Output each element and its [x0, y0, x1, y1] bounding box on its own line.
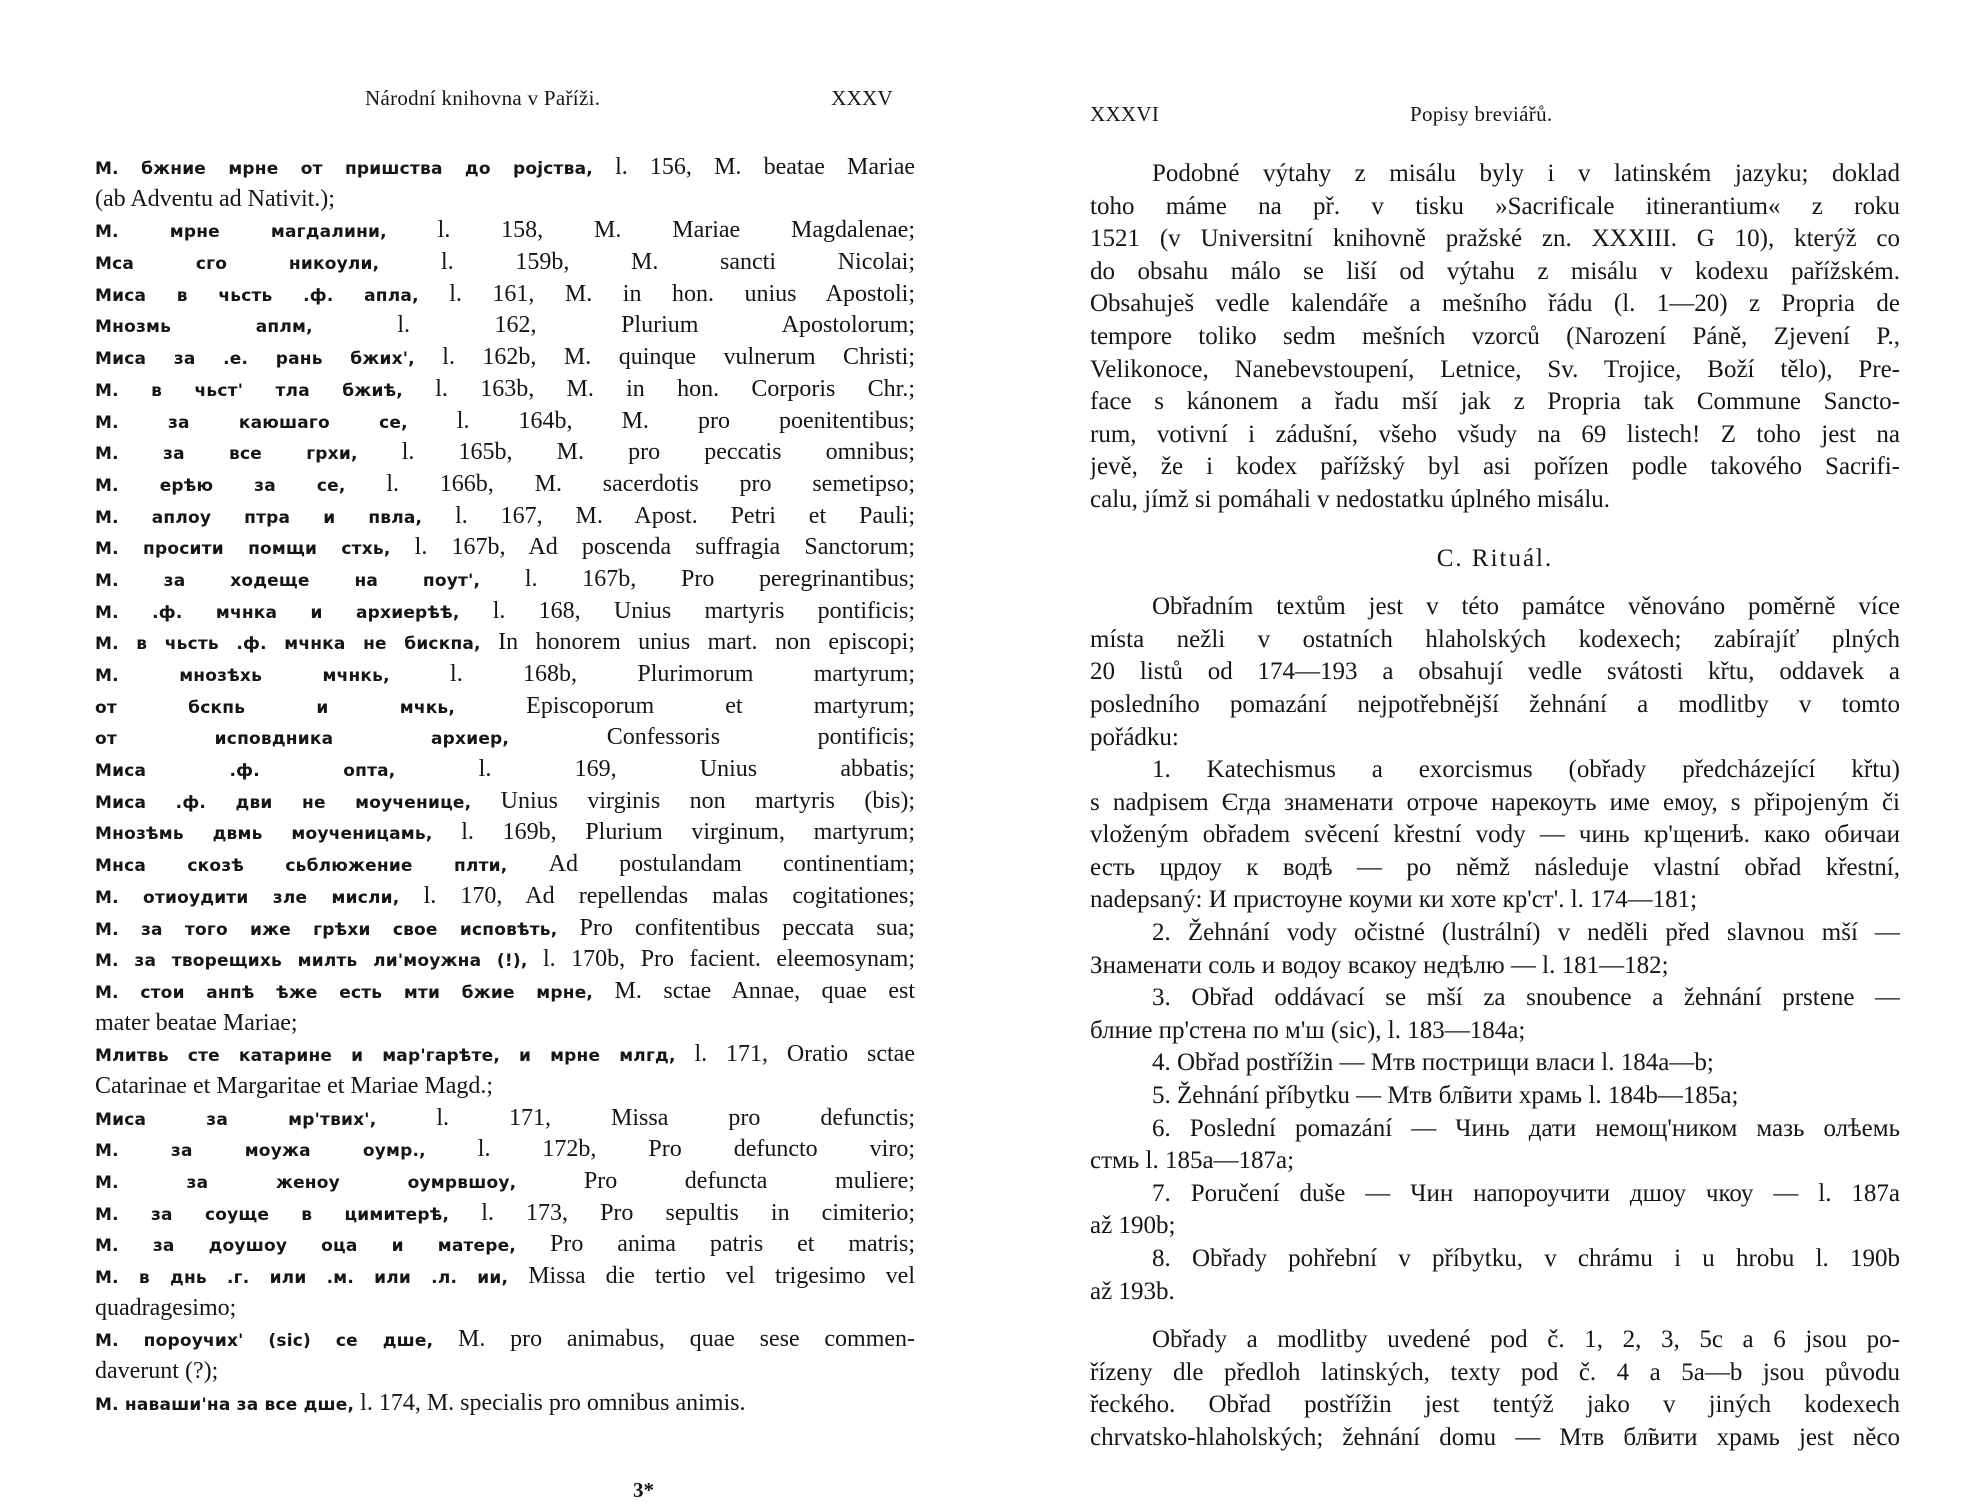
slavonic-incipit: М. бжние мрне от пришства до ројства, [95, 159, 593, 179]
latin-title: l. 163b, M. in hon. Corporis Chr.; [402, 375, 915, 402]
slavonic-incipit: М. за творещихь милть ли'моужна (!), [95, 951, 528, 972]
catalogue-line [95, 754, 915, 786]
latin-title: Missa die tertio vel trigesimo vel [508, 1263, 915, 1290]
catalogue-line [95, 406, 915, 438]
left-page [95, 0, 915, 1500]
catalogue-line [95, 1261, 915, 1293]
right-body-text [1090, 158, 1900, 1455]
right-running-head [1090, 86, 1900, 126]
slavonic-incipit: Миса за .е. рань бжих', [95, 349, 415, 370]
slavonic-incipit: М. отиоудити зле мисли, [95, 887, 400, 908]
paragraph-line: řeckého. Obřad postřížin jest tentýž jako v jiných kodexech [1090, 1391, 1900, 1419]
right-page [1090, 0, 1900, 1500]
list-item-line: стмь l. 185a—187a; [1090, 1147, 1295, 1175]
latin-title: l. 170b, Pro facient. eleemosynam; [527, 946, 915, 973]
catalogue-line [95, 152, 915, 184]
catalogue-line [95, 627, 915, 659]
catalogue-line [95, 1008, 915, 1040]
slavonic-incipit: Мса сго никоули, [95, 254, 380, 275]
paragraph-line: tempore toliko sedm mešních vzorců (Narození Páně, Zjevení P., [1090, 322, 1900, 350]
catalogue-line [95, 1166, 915, 1198]
slavonic-incipit: Миса за мр'твих', [95, 1109, 377, 1130]
latin-title: l. 172b, Pro defuncto viro; [425, 1136, 915, 1163]
slavonic-incipit: М. мнозѣхь мчнкь, [95, 666, 390, 686]
latin-title: l. 166b, M. sacerdotis pro semetipso; [345, 470, 915, 497]
latin-title: l. 171, Missa pro defunctis; [376, 1104, 915, 1131]
catalogue-line [95, 501, 915, 533]
list-item-line: 3. Obřad oddávací se mší za snoubence a žehnání prstene — [1152, 984, 1900, 1012]
list-item-line: nadepsaný: И пристоуне коуми ки хоте кр'ст'. l. 174—181; [1090, 886, 1698, 914]
slavonic-incipit: Мнозѣмь двмь моученицамь, [95, 824, 433, 845]
latin-title: l. 171, Oratio sctae [675, 1041, 915, 1068]
catalogue-line [95, 342, 915, 374]
catalogue-line [95, 1356, 915, 1388]
paragraph-line: toho máme na př. v tisku »Sacrificale itinerantium« z roku [1090, 192, 1900, 220]
list-item-line: 5. Žehnání příbytku — Мтв бл̃вити храмь l. 184b—185a; [1152, 1082, 1739, 1110]
latin-title: l. 167, M. Apost. Petri et Pauli; [422, 502, 915, 529]
slavonic-incipit: Млитвь сте катарине и мар'гарѣте, и мрне млгд, [95, 1046, 676, 1067]
slavonic-incipit: М. за все грхи, [95, 444, 358, 465]
list-item-line: vloženým obřadem svěcení křestní vody — чинь кр'щениѣ. како обичаи [1090, 821, 1900, 849]
catalogue-line [95, 310, 915, 342]
paragraph-line: Obřadním textům jest v této památce věnováno poměrně více [1152, 593, 1900, 621]
latin-title: l. 165b, M. pro peccatis omnibus; [357, 439, 915, 466]
paragraph-line: Velikonoce, Nanebevstoupení, Letnice, Sv. Trojice, Boží tělo), Pre- [1090, 355, 1900, 383]
latin-title: l. 164b, M. pro poenitentibus; [407, 407, 915, 434]
latin-title: Pro anima patris et matris; [516, 1231, 915, 1258]
folio-mark: 3* [633, 1478, 654, 1502]
right-header-number: XXXVI [1090, 102, 1160, 126]
list-item-line: Знаменати соль и водоу всакоу недѣлю — l. 181—182; [1090, 951, 1669, 979]
slavonic-incipit: М. за женоу оумрвшоу, [95, 1173, 517, 1193]
latin-title: (ab Adventu ad Nativit.); [95, 185, 335, 212]
list-item-line: 1. Katechismus a exorcismus (obřady předcházející křtu) [1152, 756, 1900, 784]
paragraph-line: posledního pomazání nejpotřebnější žehnání a modlitby v tomto [1090, 690, 1900, 718]
catalogue-line [95, 1388, 915, 1420]
catalogue-line [95, 881, 915, 913]
slavonic-incipit: М. за доушоу оца и матере, [95, 1236, 517, 1257]
slavonic-incipit: М. просити помщи стхь, [95, 539, 391, 560]
paragraph-line: Podobné výtahy z misálu byly i v latinském jazyku; doklad [1152, 160, 1900, 187]
right-header-title: Popisy breviářů. [1410, 102, 1553, 126]
paragraph-line: 20 listů od 174—193 a obsahují vedle svátosti křtu, oddavek a [1090, 658, 1900, 686]
slavonic-incipit: Миса в чьсть .ф. апла, [95, 285, 419, 306]
latin-title: In honorem unius mart. non episcopi; [480, 629, 915, 656]
slavonic-incipit: М. мрне магдалини, [95, 222, 387, 243]
latin-title: l. 161, M. in hon. unius Apostoli; [418, 280, 915, 307]
slavonic-incipit: М. наваши'на за все дше, [95, 1394, 355, 1415]
paragraph-line: Obsahuješ vedle kalendáře a mešního řádu (l. 1—20) z Propria de [1090, 290, 1900, 318]
slavonic-incipit: М. ерѣю за се, [95, 475, 346, 496]
left-running-head [95, 86, 915, 116]
catalogue-line [95, 722, 915, 754]
list-item-line: až 193b. [1090, 1277, 1175, 1305]
catalogue-line [95, 184, 915, 216]
latin-title: quadragesimo; [95, 1294, 237, 1321]
left-header-title: Národní knihovna v Paříži. [365, 86, 601, 110]
slavonic-incipit: М. за соуще в цимитерѣ, [95, 1204, 450, 1225]
paragraph-line: Obřady a modlitby uvedené pod č. 1, 2, 3, 5c a 6 jsou po- [1152, 1326, 1900, 1354]
paragraph-line: do obsahu málo se liší od výtahu z misálu v kodexu pařížském. [1090, 257, 1900, 285]
latin-title: Confessoris pontificis; [509, 724, 915, 751]
left-entry-list [95, 152, 915, 1420]
catalogue-line [95, 691, 915, 723]
latin-title: l. 168, Unius martyris pontificis; [459, 597, 915, 624]
latin-title: l. 168b, Plurimorum martyrum; [389, 661, 915, 687]
slavonic-incipit: от исповдника архиер, [95, 729, 510, 750]
list-item-line: 7. Poručení duše — Чин напороучити дшоу чкоу — l. 187a [1152, 1179, 1900, 1207]
latin-title: Pro defuncta muliere; [516, 1168, 915, 1194]
left-header-number: XXXV [831, 86, 893, 110]
latin-title: l. 173, Pro sepultis in cimiterio; [449, 1199, 915, 1226]
paragraph-line: rum, votivní i zádušní, všeho všudy na 69 listech! Z toho jest na [1090, 420, 1900, 448]
latin-title: l. 156, M. beatae Mariae [592, 154, 915, 180]
catalogue-line [95, 469, 915, 501]
list-item-line: блние пр'стена по м'ш (sic), l. 183—184a; [1090, 1016, 1526, 1044]
latin-title: M. pro animabus, quae sese commen- [433, 1326, 915, 1353]
latin-title: Episcoporum et martyrum; [455, 692, 915, 719]
catalogue-line [95, 279, 915, 311]
latin-title: l. 169, Unius abbatis; [395, 756, 915, 783]
latin-title: Catarinae et Margaritae et Mariae Magd.; [95, 1072, 494, 1099]
paragraph-line: místa nežli v ostatních hlaholských kodexech; zabírajíť plných [1090, 625, 1900, 653]
paragraph-line: řízeny dle předloh latinských, texty pod č. 4 a 5a—b jsou původu [1090, 1358, 1900, 1386]
catalogue-line [95, 1229, 915, 1261]
catalogue-line [95, 1039, 915, 1071]
paragraph-line: chrvatsko-hlaholských; žehnání domu — Мтв бл̃вити храмь jest něco [1090, 1423, 1900, 1451]
slavonic-incipit: М. за ходеще на поут', [95, 570, 481, 591]
catalogue-line [95, 1293, 915, 1325]
catalogue-line [95, 596, 915, 628]
slavonic-incipit: М. .ф. мчнка и архиерѣѣ, [95, 602, 460, 623]
slavonic-incipit: Мнозмь аплм, [95, 317, 313, 338]
list-item-line: s nadpisem Єгда знаменати отроче нарекоуть име емоу, s připojeným či [1090, 788, 1900, 816]
catalogue-line [95, 532, 915, 564]
catalogue-line [95, 786, 915, 818]
catalogue-line [95, 247, 915, 279]
slavonic-incipit: М. в чьст' тла бжиѣ, [95, 380, 403, 401]
paragraph-line: calu, jímž si pomáhali v nedostatku úplného misálu. [1090, 485, 1611, 513]
list-item-line: 6. Poslední pomazání — Чинь дати немощ'ником мазь олѣемь [1152, 1114, 1900, 1142]
paragraph-line: 1521 (v Universitní knihovně pražské zn. XXXIII. G 10), kterýž co [1090, 225, 1900, 253]
latin-title: Pro confitentibus peccata sua; [557, 914, 915, 941]
latin-title: Ad postulandam continentiam; [507, 851, 915, 878]
slavonic-incipit: М. аплоу птра и пвла, [95, 507, 423, 528]
catalogue-line [95, 1324, 915, 1356]
catalogue-line [95, 215, 915, 247]
slavonic-incipit: М. в чьсть .ф. мчнка не бискпа, [95, 634, 481, 655]
latin-title: Unius virginis non martyris (bis); [471, 787, 915, 814]
latin-title: l. 167b, Ad poscenda suffragia Sanctorum; [390, 534, 915, 561]
catalogue-line [95, 437, 915, 469]
paragraph-line: face s kánonem a řadu mší jak z Propria tak Commune Sancto- [1090, 388, 1900, 416]
catalogue-line [95, 976, 915, 1008]
section-heading: C. Rituál. [1436, 544, 1554, 572]
latin-title: l. 169b, Plurium virginum, martyrum; [432, 819, 915, 846]
latin-title: mater beatae Mariae; [95, 1009, 298, 1036]
slavonic-incipit: М. в днь .г. или .м. или .л. ии, [95, 1268, 509, 1289]
latin-title: l. 162, Plurium Apostolorum; [312, 312, 915, 339]
slavonic-incipit: М. за каюшаго се, [95, 412, 408, 433]
slavonic-incipit: М. стои анпѣ ѣже есть мти бжие мрне, [95, 982, 594, 1003]
latin-title: l. 167b, Pro peregrinantibus; [480, 565, 915, 592]
catalogue-line [95, 374, 915, 406]
latin-title: M. sctae Annae, quae est [593, 977, 915, 1004]
list-item-line: есть црдоу к водѣ — po němž následuje vlastní obřad křestní, [1090, 853, 1900, 881]
catalogue-line [95, 817, 915, 849]
list-item-line: 8. Obřady pohřební v příbytku, v chrámu i u hrobu l. 190b [1152, 1245, 1900, 1272]
list-item-line: až 190b; [1090, 1212, 1176, 1240]
catalogue-line [95, 1103, 915, 1135]
latin-title: l. 158, M. Mariae Magdalenae; [386, 217, 915, 244]
list-item-line: 4. Obřad postřížin — Мтв пострищи власи l. 184a—b; [1152, 1049, 1714, 1077]
slavonic-incipit: М. за того иже грѣхи свое исповѣть, [95, 919, 558, 940]
catalogue-line [95, 564, 915, 596]
catalogue-line [95, 1198, 915, 1230]
latin-title: l. 162b, M. quinque vulnerum Christi; [414, 344, 915, 371]
catalogue-line [95, 659, 915, 691]
catalogue-line [95, 1071, 915, 1103]
latin-title: daverunt (?); [95, 1358, 219, 1385]
catalogue-line [95, 849, 915, 881]
slavonic-incipit: М. за моужа оумр., [95, 1141, 426, 1162]
slavonic-incipit: Мнса скозѣ сьблюжение плти, [95, 856, 508, 877]
slavonic-incipit: Миса .ф. дви не моученице, [95, 792, 472, 813]
list-item-line: 2. Žehnání vody očistné (lustrální) v neděli před slavnou mší — [1152, 919, 1900, 947]
catalogue-line [95, 944, 915, 976]
latin-title: l. 170, Ad repellendas malas cogitationes; [399, 882, 915, 909]
paragraph-line: jevě, že i kodex pařížský byl asi pořízen podle takového Sacrifi- [1090, 453, 1900, 481]
slavonic-incipit: М. пороучих' (sic) се дше, [95, 1331, 434, 1352]
slavonic-incipit: от бскпь и мчкь, [95, 697, 456, 718]
latin-title: l. 159b, M. sancti Nicolai; [379, 249, 915, 276]
paragraph-line: pořádku: [1090, 723, 1179, 751]
catalogue-line [95, 1134, 915, 1166]
slavonic-incipit: Миса .ф. опта, [95, 761, 396, 782]
catalogue-line [95, 913, 915, 945]
latin-title: l. 174, M. specialis pro omnibus animis. [354, 1389, 746, 1416]
